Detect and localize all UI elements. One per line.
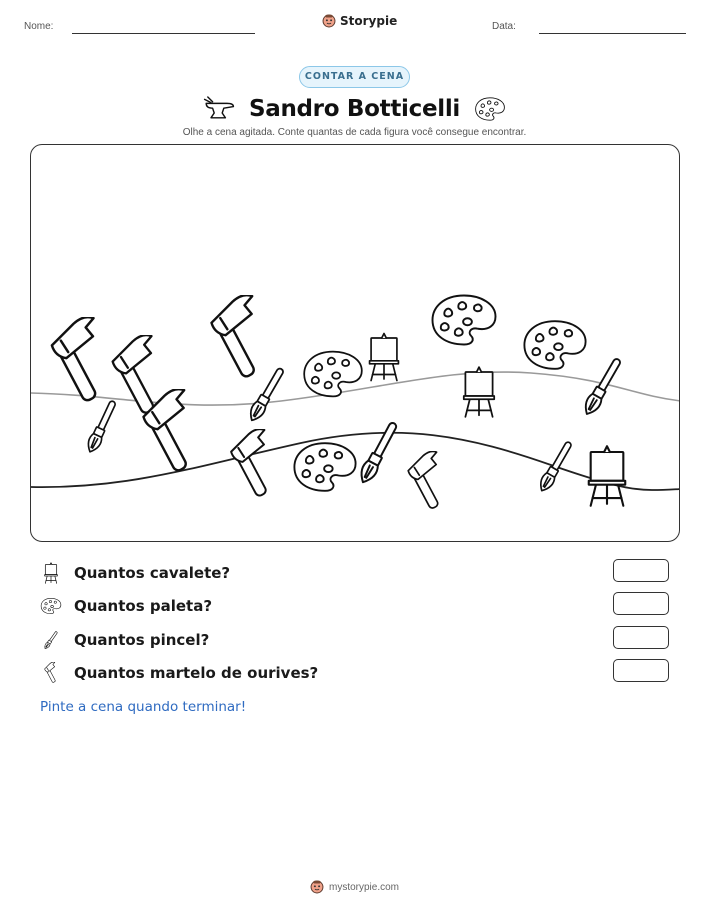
easel-figure bbox=[589, 446, 625, 506]
date-field-line[interactable] bbox=[539, 33, 686, 34]
paintbrush-figure bbox=[357, 420, 401, 486]
storypie-logo-icon bbox=[322, 14, 336, 28]
paintbrush-figure bbox=[537, 440, 575, 494]
name-label: Nome: bbox=[24, 21, 54, 32]
activity-badge: CONTAR A CENA bbox=[299, 66, 410, 88]
scene-illustration bbox=[31, 145, 680, 542]
question-text: Quantos paleta? bbox=[74, 597, 213, 615]
hammer-figure bbox=[227, 426, 273, 497]
question-paintbrush bbox=[40, 628, 209, 652]
paintbrush-figure bbox=[85, 399, 119, 454]
name-field-line[interactable] bbox=[72, 33, 255, 34]
title-row bbox=[0, 92, 709, 126]
instructions: Olhe a cena agitada. Conte quantas de cada figura você consegue encontrar. bbox=[182, 127, 527, 138]
hammer-icon bbox=[40, 662, 62, 684]
answer-box-palette[interactable] bbox=[613, 592, 669, 615]
easel-figure bbox=[464, 367, 494, 417]
site-footer bbox=[0, 880, 709, 894]
question-text: Quantos martelo de ourives? bbox=[74, 664, 319, 682]
page-title: Sandro Botticelli bbox=[248, 96, 461, 122]
easel-icon bbox=[40, 562, 62, 584]
palette-figure bbox=[433, 296, 496, 345]
storypie-logo-icon bbox=[310, 880, 324, 894]
paintbrush-icon bbox=[36, 625, 67, 656]
anvil-icon bbox=[203, 95, 235, 123]
footer-note: Pinte a cena quando terminar! bbox=[40, 699, 247, 715]
counting-scene[interactable] bbox=[30, 144, 680, 542]
question-easel bbox=[40, 561, 230, 585]
answer-box-hammer[interactable] bbox=[613, 659, 669, 682]
question-hammer bbox=[40, 661, 318, 685]
palette-figure bbox=[524, 321, 585, 369]
answer-box-easel[interactable] bbox=[613, 559, 669, 582]
hammer-figure bbox=[47, 313, 104, 402]
hammer-figure bbox=[207, 291, 263, 378]
brand-name: Storypie bbox=[340, 14, 398, 28]
easel-figure bbox=[370, 333, 399, 380]
brand bbox=[322, 14, 397, 28]
hammer-figure bbox=[405, 449, 444, 509]
palette-icon bbox=[40, 595, 62, 617]
answer-box-paintbrush[interactable] bbox=[613, 626, 669, 649]
palette-figure bbox=[294, 443, 355, 491]
question-text: Quantos cavalete? bbox=[74, 564, 231, 582]
question-palette bbox=[40, 594, 212, 618]
question-text: Quantos pincel? bbox=[74, 631, 210, 649]
date-label: Data: bbox=[492, 21, 516, 32]
site-url: mystorypie.com bbox=[328, 881, 399, 893]
palette-icon bbox=[474, 95, 506, 123]
